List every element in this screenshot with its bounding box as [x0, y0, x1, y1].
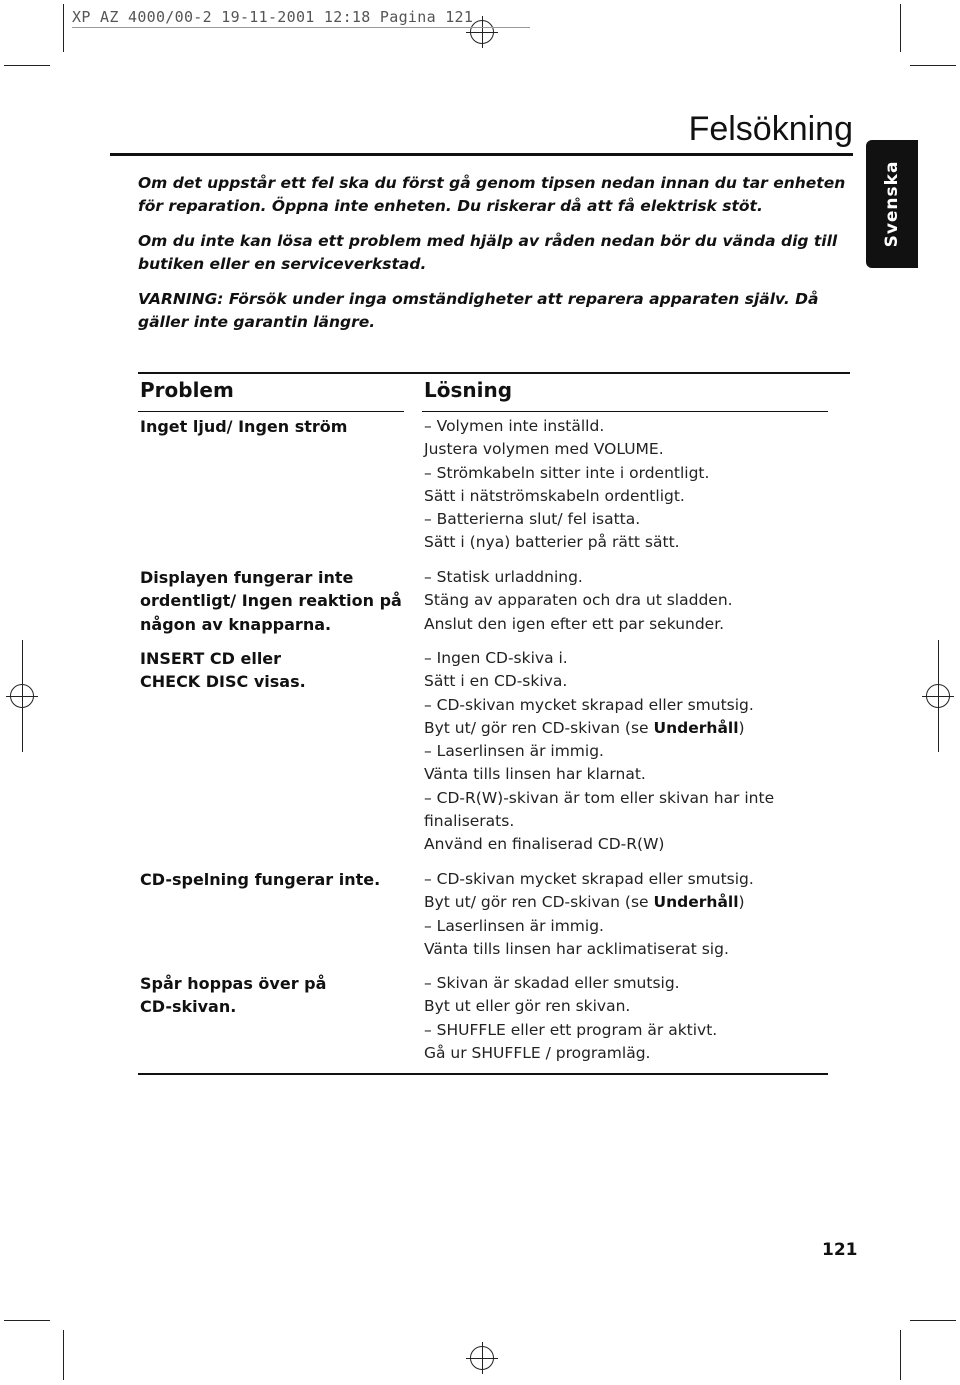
solution-line: Använd en finaliserad CD-R(W)	[424, 835, 665, 854]
solution-line: – Batterierna slut/ fel isatta.	[424, 510, 641, 529]
solution-line: – SHUFFLE eller ett program är aktivt.	[424, 1020, 718, 1039]
print-slug: XP AZ 4000/00-2 19-11-2001 12:18 Pagina 121	[72, 8, 474, 26]
solution-line: Sätt i (nya) batterier på rätt sätt.	[424, 533, 680, 552]
solution-line: – Skivan är skadad eller smutsig.	[424, 974, 680, 992]
solution-line: Sätt i en CD-skiva.	[424, 672, 568, 691]
slug-underline	[72, 27, 530, 28]
warning-paragraph: VARNING: Försök under inga omständigheter att reparera apparaten själv. Då gäller inte garantin längre.	[138, 290, 819, 331]
solution-display-not-working	[424, 566, 824, 636]
solution-track-skipping	[424, 972, 824, 1065]
solution-line: Justera volymen med VOLUME.	[424, 440, 664, 459]
problem-cd-playback: CD-spelning fungerar inte.	[140, 870, 381, 889]
problem-track-skipping: Spår hoppas över på CD-skivan.	[140, 974, 327, 1017]
maintenance-reference: Underhåll	[653, 893, 739, 912]
solution-line: Vänta tills linsen har klarnat.	[424, 765, 646, 784]
crop-mark	[900, 1330, 901, 1380]
crop-mark	[910, 65, 956, 66]
solution-line: Gå ur SHUFFLE / programläg.	[424, 1043, 651, 1062]
solution-text: )	[738, 893, 745, 912]
solution-text: Byt ut/ gör ren CD-skivan (se	[424, 893, 654, 912]
solution-line: Vänta tills linsen har acklimatiserat sig.	[424, 939, 729, 958]
crop-mark	[4, 1320, 50, 1321]
registration-mark-left	[6, 680, 38, 712]
solution-line: – Volymen inte inställd.	[424, 417, 605, 435]
solution-line: finaliserats.	[424, 812, 515, 831]
page-number: 121	[822, 1240, 858, 1260]
column-header-solution: Lösning	[424, 378, 513, 402]
table-top-rule	[138, 372, 850, 374]
solution-line: Byt ut eller gör ren skivan.	[424, 997, 631, 1016]
registration-mark-right	[922, 680, 954, 712]
solution-line: Sätt i nätströmskabeln ordentligt.	[424, 486, 685, 505]
problem-display-not-working: Displayen fungerar inte ordentligt/ Ingen reaktion på någon av knapparna.	[140, 568, 402, 634]
crop-mark	[22, 640, 23, 680]
solution-line: – CD-skivan mycket skrapad eller smutsig.	[424, 870, 754, 888]
header-rule-solution	[422, 411, 828, 412]
solution-no-sound-no-power	[424, 415, 824, 555]
header-rule-problem	[138, 411, 404, 412]
crop-mark	[900, 4, 901, 52]
solution-line	[424, 891, 824, 914]
solution-line: – Statisk urladdning.	[424, 568, 583, 586]
solution-line: – CD-skivan mycket skrapad eller smutsig.	[424, 695, 754, 714]
crop-mark	[938, 712, 939, 752]
column-header-problem: Problem	[140, 378, 234, 402]
crop-mark	[4, 65, 50, 66]
crop-mark	[938, 640, 939, 680]
registration-mark-bottom	[466, 1342, 498, 1374]
title-rule	[110, 153, 853, 156]
problem-no-sound-no-power: Inget ljud/ Ingen ström	[140, 417, 348, 436]
intro-paragraph-2: Om du inte kan lösa ett problem med hjälp av råden nedan bör du vända dig till butiken eller en serviceverkstad.	[138, 232, 838, 273]
page-title: Felsökning	[688, 110, 853, 148]
solution-insert-cd	[424, 647, 824, 857]
solution-line: – Laserlinsen är immig.	[424, 742, 604, 761]
language-tab-label: Svenska	[882, 160, 902, 248]
language-tab	[866, 140, 918, 268]
crop-mark	[63, 1330, 64, 1380]
maintenance-reference: Underhåll	[653, 718, 739, 737]
solution-line: – Laserlinsen är immig.	[424, 916, 604, 935]
solution-text: )	[738, 718, 745, 737]
solution-line: – Ingen CD-skiva i.	[424, 649, 568, 667]
solution-line: Anslut den igen efter ett par sekunder.	[424, 614, 725, 633]
crop-mark	[910, 1320, 956, 1321]
solution-line: – CD-R(W)-skivan är tom eller skivan har inte	[424, 788, 775, 807]
solution-line: Stäng av apparaten och dra ut sladden.	[424, 591, 733, 610]
crop-mark	[63, 4, 64, 52]
crop-mark	[22, 712, 23, 752]
solution-line	[424, 717, 824, 740]
solution-cd-playback	[424, 868, 824, 961]
solution-text: Byt ut/ gör ren CD-skivan (se	[424, 718, 654, 737]
problem-insert-cd: INSERT CD eller CHECK DISC visas.	[140, 649, 306, 692]
intro-paragraph-1: Om det uppstår ett fel ska du först gå genom tipsen nedan innan du tar enheten för reparation. Öppna inte enheten. Du riskerar då att få elektrisk stöt.	[138, 174, 846, 215]
solution-line: – Strömkabeln sitter inte i ordentligt.	[424, 463, 710, 482]
table-bottom-rule	[138, 1073, 828, 1075]
